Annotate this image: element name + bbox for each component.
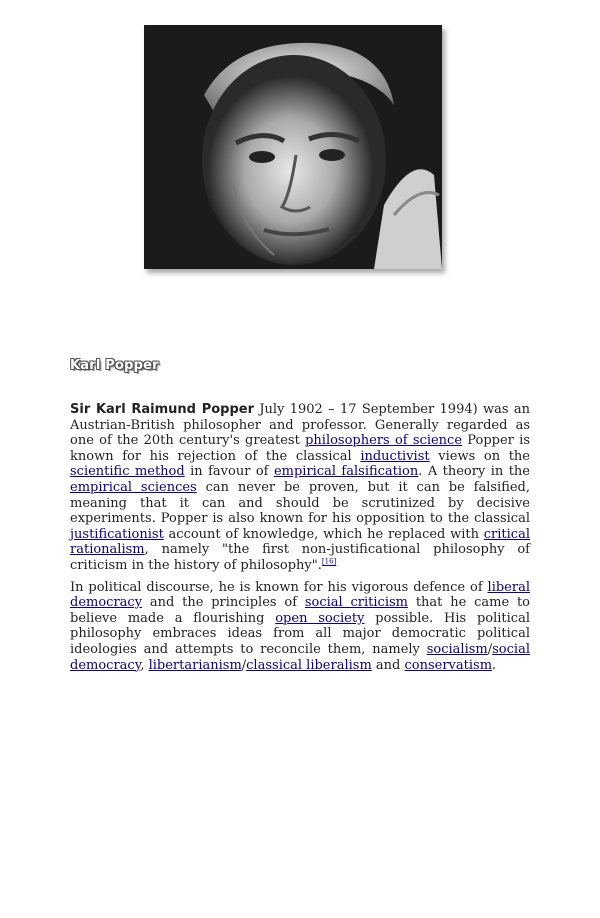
text-run: in favour of (184, 464, 274, 480)
portrait-image (144, 25, 442, 269)
text-run: , namely "the first non-justificational philosophy of criticism in the history of philosophy". (70, 542, 530, 573)
article-body (70, 402, 530, 679)
separator: / (241, 657, 247, 673)
page-heading: Karl Popper (70, 358, 159, 373)
text-run: July 1902 – 17 September 1994) was an Austrian-British philosopher and professor. Generally regarded as one of the 20th century's greatest (70, 402, 531, 449)
link-social-democracy[interactable]: social democracy (70, 641, 530, 673)
text-run: In political discourse, he is known for his vigorous defence of (70, 579, 488, 595)
link-empirical-sciences[interactable]: empirical sciences (70, 479, 197, 495)
text-run: views on the (429, 448, 530, 464)
link-open-society[interactable]: open society (275, 610, 365, 626)
link-libertarianism[interactable]: libertarianism (148, 657, 242, 673)
text-run: possible. His political philosophy embraces ideas from all major democratic political ideologies and attempts to reconcile them, namely (70, 610, 530, 657)
link-social-criticism[interactable]: social criticism (304, 595, 408, 611)
link-conservatism[interactable]: conservatism (404, 657, 493, 673)
text-run: . A theory in the (418, 464, 530, 480)
separator: , (140, 657, 149, 673)
link-classical-liberalism[interactable]: classical liberalism (246, 657, 372, 673)
link-inductivist[interactable]: inductivist (360, 448, 430, 464)
text-run: that he came to believe made a flourishing (70, 595, 531, 626)
paragraph-politics (70, 580, 530, 674)
text-run: Popper is known for his rejection of the classical (70, 433, 530, 464)
text-run: and the principles of (142, 595, 305, 611)
text-run: . (492, 657, 497, 673)
separator: / (487, 641, 493, 657)
text-run: and (371, 657, 405, 673)
subject-name: Sir Karl Raimund Popper (70, 402, 254, 417)
paragraph-biography (70, 402, 530, 574)
text-run: account of knowledge, which he replaced with (163, 526, 484, 542)
citation-16[interactable]: [16] (321, 557, 337, 566)
link-empirical-falsification[interactable]: empirical falsification (273, 464, 419, 480)
portrait-photo (144, 25, 442, 269)
link-socialism[interactable]: socialism (426, 641, 488, 657)
link-liberal-democracy[interactable]: liberal democracy (70, 579, 530, 611)
text-run: can never be proven, but it can be falsified, meaning that it can and should be scrutinized by decisive experiments. Popper is also known for his opposition to the classical (70, 479, 531, 527)
link-justificationist[interactable]: justificationist (70, 526, 164, 542)
link-critical-rationalism[interactable]: critical rationalism (70, 526, 530, 558)
link-philosophers-of-science[interactable]: philosophers of science (305, 433, 463, 449)
link-scientific-method[interactable]: scientific method (70, 464, 185, 480)
